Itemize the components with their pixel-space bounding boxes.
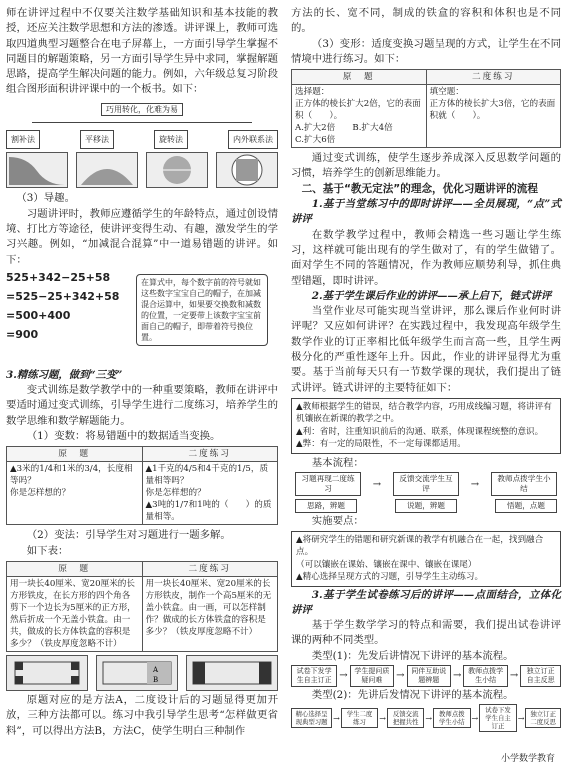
chain-step: 同伴互助说题辨题 bbox=[407, 665, 451, 687]
tree-node: 内外联系法 bbox=[228, 130, 278, 149]
callout-note: 在算式中，每个数字前的符号就如这些数字宝宝自己的帽子，在加减混合运算中，如果要交换数和减数的位置，一定要带上该数字宝宝前面自己的帽子，即带着符号换位置。 bbox=[136, 274, 268, 346]
chain-step: 学生二度练习 bbox=[341, 708, 378, 728]
paragraph: 基于学生数学学习的特点和需要，我们提出试卷讲评课的两种不同类型。 bbox=[291, 619, 561, 647]
figure-cut-fill bbox=[6, 152, 68, 188]
flow-step: 教师点拨学生小结 bbox=[491, 472, 557, 496]
paragraph: 当堂作业尽可能实现当堂讲评，那么课后作业何时讲评呢？又应如何讲评？在实践过程中，我发现高年级学生数学作业的订正率相比低年级学生而言高一些，且学生两极分化的严重性逐年上升。因此，作业的讲评显得尤为重要。基于当前每天只有一节数学课的现状，我们提出了链式讲评。链式讲评的主要特征如下： bbox=[291, 305, 561, 394]
table-variation-numbers bbox=[6, 446, 278, 525]
subheading: 类型(1)：先发后讲情况下讲评的基本流程。 bbox=[311, 649, 514, 662]
math-line: =525−25+342+58 bbox=[6, 289, 120, 303]
chain-step: 反馈交流把握共性 bbox=[387, 708, 424, 728]
arrow-right-icon: → bbox=[339, 670, 348, 682]
arrow-right-icon: → bbox=[372, 478, 382, 490]
chain-step: 独立订正自主反思 bbox=[520, 665, 561, 687]
subsection-heading: 1.基于当堂练习中的即时讲评——全员展现，“点”式讲评 bbox=[291, 198, 561, 226]
svg-text:A: A bbox=[153, 665, 159, 674]
subheading: （3）变形：适度变换习题呈现的方式，让学生在不同情境中进行练习。如下： bbox=[291, 37, 561, 65]
chain-step: 试卷下发学生自主订正 bbox=[479, 704, 516, 732]
shape-figures bbox=[6, 152, 278, 188]
arrow-right-icon: → bbox=[379, 713, 386, 723]
paragraph: 如下表： bbox=[26, 544, 69, 557]
arrow-right-icon: → bbox=[396, 670, 405, 682]
arrow-right-icon: → bbox=[333, 713, 340, 723]
paragraph: 变式训练是数学教学中的一种重要策略，教师在讲评中要适时通过变式训练，引导学生进行二度练习，培养学生的数学思维和数学解题能力。 bbox=[6, 384, 278, 427]
tree-root: 巧用转化，化难为易 bbox=[101, 103, 183, 116]
subheading: （3）导趣。 bbox=[16, 192, 75, 205]
figure-inner-outer bbox=[216, 152, 278, 188]
table-cell: ▲3米的1/4和1米的3/4，长度相等吗？ 你是怎样想的？ bbox=[7, 462, 143, 525]
chain-step: 试卷下发学生自主订正 bbox=[291, 665, 337, 687]
table-cell: 用一块长40厘米、宽20厘米的长方形铁皮，制作一个高5厘米的无盖小铁盒。由一画，可以怎样制作？做成的长方体铁盒的容积是多少？（铁皮厚度忽略不计） bbox=[142, 576, 278, 651]
figure-translate bbox=[76, 152, 138, 188]
tree-children bbox=[6, 130, 278, 149]
page-footer-label: 小学数学教育 bbox=[500, 754, 555, 764]
math-example bbox=[6, 268, 278, 368]
table-cell: 用一块长40厘米、宽20厘米的长方形铁皮，在长方形的四个角各剪下一个边长为5厘米的正方形，然后折成一个无盖小铁盒。由一共，做成的长方体铁盒的容积是多少？（铁皮厚度忽略不计） bbox=[7, 576, 143, 651]
flow-sub-step: 思路，辨题 bbox=[295, 499, 357, 513]
arrow-right-icon: → bbox=[471, 713, 479, 723]
tree-node: 旋转法 bbox=[154, 130, 188, 149]
arrow-right-icon: → bbox=[452, 670, 462, 682]
figure-method-b bbox=[96, 655, 178, 691]
section-heading: 3.精练习题，做到“三变” bbox=[6, 368, 123, 381]
arrow-right-icon: → bbox=[470, 478, 480, 490]
paragraph: 习题讲评时，教师应遵循学生的年龄特点，通过创设情境、打比方等途径，使讲评变得生动、有趣，激发学生的学习兴趣。例如，“加减混合混算”中一道易错题的讲评。如下： bbox=[6, 207, 278, 266]
table-variation-form bbox=[291, 69, 561, 148]
table-cell: 选择题： 正方体的棱长扩大2倍，它的表面积（ ）。 A.扩大2倍 B.扩大4倍 C.扩大6倍 bbox=[292, 85, 427, 148]
paragraph: 通过变式训练，使学生逐步养成深入反思数学问题的习惯，培养学生的创新思维能力。 bbox=[291, 152, 561, 180]
subheading: （1）变数：将易错题中的数据适当变换。 bbox=[26, 430, 221, 443]
arrow-right-icon: → bbox=[509, 670, 519, 682]
key-points-box bbox=[291, 531, 561, 587]
left-column bbox=[6, 6, 278, 739]
figure-method-c bbox=[186, 655, 278, 691]
subheading: 实施要点： bbox=[311, 515, 364, 528]
chain-step: 精心选择呈现典型习题 bbox=[291, 708, 332, 728]
paragraph: 原题对应的是方法A，二度设计后的习题显得更加开放，三种方法都可以。练习中我引导学生思考“怎样做更省料”，可以得出方法B，方法C，使学生明白三种制作 bbox=[6, 693, 278, 737]
flow-sub bbox=[295, 499, 557, 513]
paragraph: 师在讲评过程中不仅要关注数学基础知识和基本技能的教授，还应关注数学思想和方法的渗透。讲评课上，教师可选取四道典型习题整合在电子屏幕上，一方面引导学生掌握不同题目的解题策略，另一方面引导学生异中求同，掌握解题思路，提高学生解决问题的能力。例如，六年级总复习阶段组合图形面积讲评课中的一个板书。如下： bbox=[6, 7, 278, 96]
subheading: （2）变法：引导学生对习题进行一题多解。 bbox=[26, 529, 231, 542]
math-line: =900 bbox=[6, 327, 39, 341]
table-cell: ▲1千克的4/5和4千克的1/5，质量相等吗？ 你是怎样想的？ ▲3吨的1/7和1吨的（ ）的质量相等。 bbox=[142, 462, 278, 525]
svg-text:B: B bbox=[153, 675, 159, 684]
table-header: 二度练习 bbox=[142, 561, 278, 576]
figure-method-a bbox=[6, 655, 88, 691]
tree-node: 割补法 bbox=[6, 130, 40, 149]
chain-step: 学生提问质疑问难 bbox=[350, 665, 394, 687]
flow-diagram bbox=[295, 472, 557, 496]
paragraph: 在数学教学过程中，教师会精选一些习题让学生练习，这样就可能出现有的学生做对了，有的学生做错了。面对学生不同的答题情况，作为教师应顺势利导，抓住典型错题，即时讲评。 bbox=[291, 228, 561, 287]
table-header: 原 题 bbox=[7, 447, 143, 462]
table-cell: 填空题： 正方体的棱长扩大3倍，它的表面积就（ ）。 bbox=[426, 85, 561, 148]
key-point: ▲精心选择呈现方式的习题，引导学生主动练习。 bbox=[296, 572, 484, 583]
feature-box bbox=[291, 398, 561, 454]
table-header: 原 题 bbox=[292, 70, 427, 85]
tree-diagram bbox=[6, 102, 278, 189]
chain-step: 教师点拨学生小结 bbox=[433, 708, 470, 728]
chain-type2 bbox=[291, 704, 561, 732]
key-point: ▲将研究学生的错题和研究新课的教学有机融合在一起，找到融合点。 bbox=[296, 534, 544, 558]
paragraph: 方法的长、宽不同，制成的铁盒的容积和体积也是不同的。 bbox=[291, 7, 561, 35]
feature-item: ▲利：省时，注重知识前后的沟通、联系，体现课程统整的意识。 bbox=[296, 426, 544, 437]
feature-item: ▲教师根据学生的错误，结合教学内容，巧用成线编习题，将讲评有机镶嵌在新课的教学之中。 bbox=[296, 401, 552, 425]
table-header: 二度练习 bbox=[142, 447, 278, 462]
table-header: 原 题 bbox=[7, 561, 143, 576]
math-line: =500+400 bbox=[6, 308, 71, 322]
tree-node: 平移法 bbox=[80, 130, 114, 149]
chain-step: 独立订正二度反思 bbox=[525, 708, 561, 728]
table-header: 二度练习 bbox=[426, 70, 561, 85]
feature-item: ▲弊：有一定的局限性，不一定每课都适用。 bbox=[296, 439, 466, 450]
method-figures bbox=[6, 655, 278, 691]
chain-step: 教师点拨学生小结 bbox=[463, 665, 507, 687]
subheading: 基本流程： bbox=[311, 456, 364, 469]
flow-step: 习题再现二度练习 bbox=[295, 472, 361, 496]
arrow-right-icon: → bbox=[517, 713, 525, 723]
right-column bbox=[291, 6, 561, 733]
chain-type1 bbox=[291, 665, 561, 687]
figure-rotate bbox=[146, 152, 208, 188]
key-point: （可以镶嵌在课始、镶嵌在课中、镶嵌在课尾） bbox=[296, 559, 477, 570]
arrow-right-icon: → bbox=[425, 713, 433, 723]
flow-sub-step: 说题，辨题 bbox=[395, 499, 457, 513]
subsection-heading: 2.基于学生课后作业的讲评——承上启下，链式讲评 bbox=[311, 289, 552, 302]
math-line: 525+342−25+58 bbox=[6, 270, 111, 284]
flow-sub-step: 悟题，点题 bbox=[495, 499, 557, 513]
flow-step: 反馈交流学生互评 bbox=[393, 472, 459, 496]
table-variation-method bbox=[6, 561, 278, 652]
subheading: 类型(2)：先讲后发情况下讲评的基本流程。 bbox=[311, 689, 514, 702]
subsection-heading: 3.基于学生试卷练习后的讲评——点面结合，立体化讲评 bbox=[291, 588, 561, 616]
section-heading: 二、基于“教无定法”的理念，优化习题讲评的流程 bbox=[301, 182, 538, 195]
